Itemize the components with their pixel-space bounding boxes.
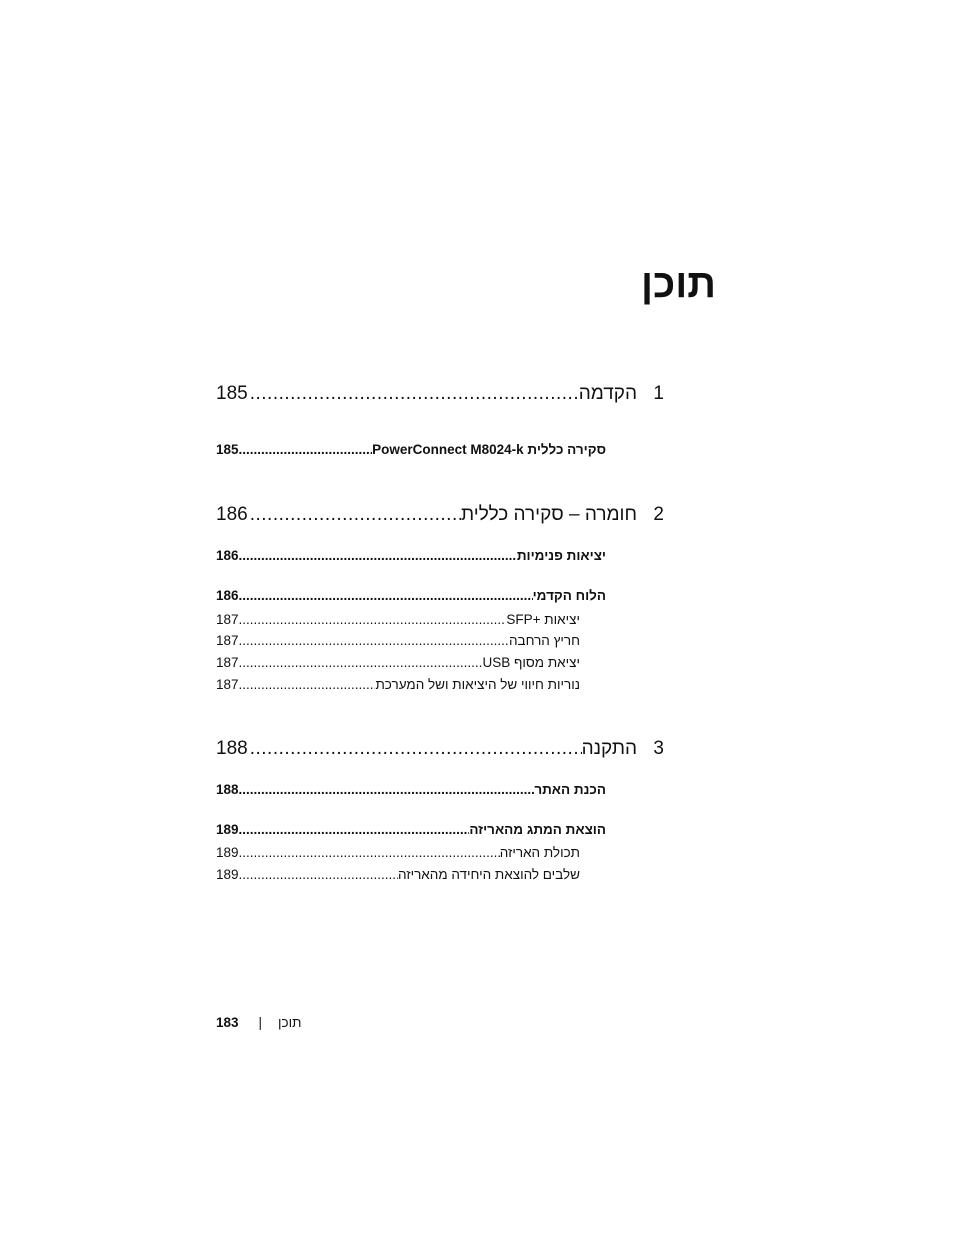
leader-dots bbox=[239, 548, 517, 563]
toc-chapter-title: הקדמה bbox=[578, 383, 637, 404]
toc-subsection[interactable] bbox=[216, 677, 580, 692]
page-footer bbox=[216, 1015, 301, 1030]
leader-dots bbox=[248, 383, 579, 405]
toc-subsection[interactable] bbox=[216, 612, 580, 627]
toc-page-number: 189 bbox=[216, 822, 239, 837]
toc-subsection[interactable] bbox=[216, 867, 580, 882]
toc-subsection-title: תכולת האריזה bbox=[499, 845, 580, 860]
leader-dots bbox=[239, 612, 507, 627]
toc-page-number: 185 bbox=[216, 442, 239, 457]
toc-page-number: 188 bbox=[216, 738, 248, 759]
toc-chapter-number: 1 bbox=[653, 383, 664, 404]
leader-dots bbox=[239, 782, 535, 797]
toc-subsection-title: יציאות +SFP bbox=[506, 612, 580, 627]
leader-dots bbox=[239, 822, 470, 837]
toc-subsection-title: נוריות חיווי של היציאות ושל המערכת bbox=[375, 677, 580, 692]
toc-section[interactable] bbox=[216, 782, 606, 797]
toc-page-number: 187 bbox=[216, 655, 239, 670]
toc-page-number: 185 bbox=[216, 383, 248, 404]
toc-subsection[interactable] bbox=[216, 845, 580, 860]
toc-subsection-title: שלבים להוצאת היחידה מהאריזה bbox=[397, 867, 580, 882]
toc-page-number: 186 bbox=[216, 588, 239, 603]
toc-section[interactable] bbox=[216, 588, 606, 603]
toc-section-title: סקירה כללית PowerConnect M8024-k bbox=[372, 442, 606, 457]
toc-chapter-title: התקנה bbox=[581, 738, 637, 759]
toc-page-number: 187 bbox=[216, 612, 239, 627]
leader-dots bbox=[239, 677, 376, 692]
toc-subsection-title: חריץ הרחבה bbox=[508, 633, 580, 648]
footer-page-number: 183 bbox=[216, 1015, 239, 1030]
toc-chapter-number: 3 bbox=[653, 738, 664, 759]
toc-page-number: 187 bbox=[216, 633, 239, 648]
leader-dots bbox=[239, 588, 533, 603]
leader-dots bbox=[239, 867, 398, 882]
toc-section-title: הכנת האתר bbox=[534, 782, 606, 797]
toc-section[interactable] bbox=[216, 442, 606, 457]
toc-chapter-3[interactable] bbox=[216, 738, 664, 760]
toc-page-number: 188 bbox=[216, 782, 239, 797]
toc-page-number: 186 bbox=[216, 504, 248, 525]
toc-subsection[interactable] bbox=[216, 655, 580, 670]
footer-separator: | bbox=[258, 1015, 263, 1030]
toc-chapter-2[interactable] bbox=[216, 504, 664, 526]
leader-dots bbox=[239, 442, 373, 457]
toc-page-number: 187 bbox=[216, 677, 239, 692]
toc-page-number: 189 bbox=[216, 867, 239, 882]
page-title: תוכן bbox=[641, 262, 716, 306]
toc-page-number: 189 bbox=[216, 845, 239, 860]
toc-section-title: יציאות פנימיות bbox=[516, 548, 606, 563]
toc-page-number: 186 bbox=[216, 548, 239, 563]
leader-dots bbox=[248, 738, 582, 760]
leader-dots bbox=[239, 633, 509, 648]
toc-subsection[interactable] bbox=[216, 633, 580, 648]
toc-section[interactable] bbox=[216, 548, 606, 563]
toc-chapter-number: 2 bbox=[653, 504, 664, 525]
footer-title: תוכן bbox=[278, 1015, 302, 1030]
toc-section-title: הלוח הקדמי bbox=[532, 588, 606, 603]
toc-subsection-title: יציאת מסוף USB bbox=[482, 655, 580, 670]
toc-section-title: הוצאת המתג מהאריזה bbox=[469, 822, 606, 837]
toc-chapter-1[interactable] bbox=[216, 383, 664, 405]
leader-dots bbox=[248, 504, 461, 526]
leader-dots bbox=[239, 655, 483, 670]
toc-section[interactable] bbox=[216, 822, 606, 837]
toc-chapter-title: חומרה – סקירה כללית bbox=[461, 504, 637, 525]
leader-dots bbox=[239, 845, 500, 860]
